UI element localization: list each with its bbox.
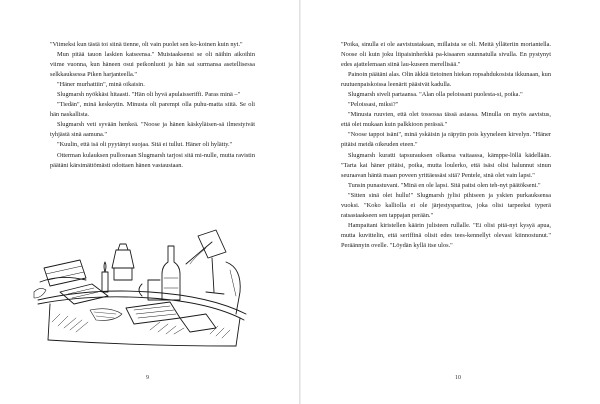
paragraph: Slugmarsh kuratti tapsurauksen olkansa vaitaassa, kämppe-löllä kädellään. "Tarta kai häner pitäisi, poika, mutta loulerko, että isäsi olisi halunnut sinun seuraavan häntä maan poveen yrittäessäsi sitä? Pentele, sinä olet vain lapsi." [341, 151, 551, 179]
right-page-text [341, 40, 551, 251]
paragraph: "Häner murhattiin", minä oikaisin. [57, 81, 145, 89]
paragraph: "Peloissasi, miksi?" [348, 101, 399, 109]
left-page [0, 0, 299, 404]
paragraph: Tunsin punastuvani. "Minä en ole lapsi. Sitä paitsi olen teh-nyt päätökseni." [348, 181, 541, 189]
paragraph: Slugmarsh siveli partaansa. "Alan olla peloissani puolesta-si, poika." [348, 91, 523, 99]
paragraph: "Minusta ruuvien, että olet tossossa tässä asiassa. Minulla on myös aavistus, että olet mukaan kuin palkkioon perässä." [341, 111, 551, 129]
paragraph: "Kuulin, että isä oli pyytänyt suojaa. Sitä ei tullut. Häner oli hylätty." [57, 141, 233, 149]
paragraph: Mun pitää tauon laskien katseensa." Muistaaksensi se oli näihin aikoihin viime vuonna, kun häneen osui peikonluoti ja hän sai surmansa asetellisessa selkkauksessa Piken harjanteella." [50, 51, 255, 79]
paragraph: Painoin päätäni alas. Olin äkkiä tietoinen hiekan ropsahdukosista ikkunaan, kun ruutuenpaiskoissa leenärit pääsivät kadulla. [341, 71, 551, 89]
paragraph: "Noose tappoi isäni", minä yskäisin ja räpytin pois kyyneleen kirvelyn. "Häner pitäisi meidä oikeuden eteen." [341, 131, 551, 149]
page-number: 9 [146, 375, 149, 381]
page-number: 10 [455, 375, 461, 381]
paragraph: Slugmarsh nyökkäsi hitaasti. "Hän oli hyvä apulaisseriffi. Paras minä –" [57, 91, 241, 99]
paragraph: Otterman kulauksen pullosraan Slugmarsh tarjosi sitä mi-nulle, mutta ravistin päätäni kärsimättömästi odottaen hänen vastaustaan. [50, 151, 255, 169]
paragraph: "Poika, sinulla ei ole aavistustakaan, millaista se oli. Meitä ylläteriin moriantella. Noose oli kuin joku liipaisinherkkä pa-kisaaren suunnatulla sivulla. En pystynyt edes ajattelemaan siinä lau-kuseen merellisää." [341, 41, 551, 69]
paragraph: Hampaitani kiristellen käärin julisteen rullalle. "Ei olisi pitä-nyt kysyä apua, mutta kuvittelin, että seriffinä olisit edes tees-kennellyt olevasi kiinnostunut." Peräännyin ovelle. "Löydän kyllä itse ulos." [341, 221, 551, 249]
paragraph: "Tiedän", minä keskeytin. Minusta oli parempi olla puhu-matta siitä. Se oli hän naskallista. [50, 101, 255, 119]
paragraph: "Sitten sinä olet hullu!" Slugmarsh jylisi pihiseen ja yskien purkauksensa vuoksi. "Koko kalliolla ei ole järjestysparitoa, joka olisi tarpeeksi typerä ratsastaakseen sen tappajan perään." [341, 191, 551, 219]
desk-illustration [30, 222, 252, 352]
paragraph: "Viimeksi kun tästä toi siinä tienne, oli vain puolet sen ko-koinen kuin nyt." [50, 41, 243, 48]
paragraph: Slugmarsh veti syvään henkeä. "Noose ja hänen käskyläisen-sä ilmestyivät tyhjästä sinä aamuna." [50, 121, 255, 139]
left-page-text [50, 40, 255, 171]
right-page [301, 0, 600, 404]
